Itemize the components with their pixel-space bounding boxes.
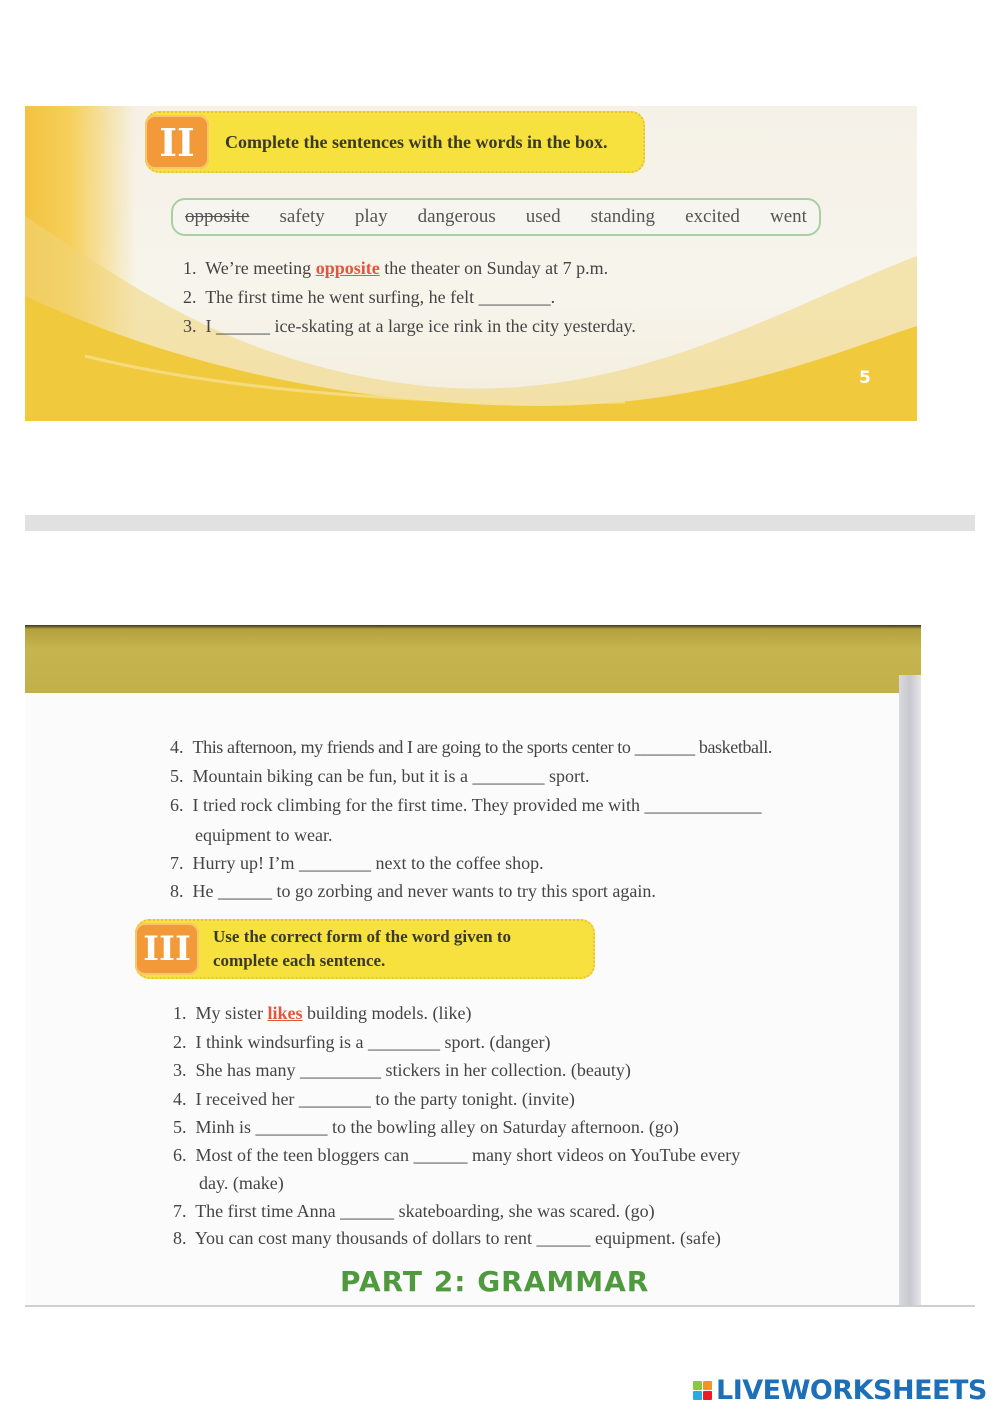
answer-filled: likes bbox=[267, 1003, 303, 1023]
sentence-text[interactable]: The first time Anna ______ skateboarding, she was scared. (go) bbox=[195, 1201, 655, 1221]
liveworksheets-logo[interactable] bbox=[693, 1375, 987, 1406]
exercise-3-sentence-6-cont bbox=[199, 1173, 284, 1194]
page-number: 5 bbox=[859, 368, 871, 388]
sentence-number: 4. bbox=[173, 1089, 187, 1109]
section-2-header bbox=[145, 111, 645, 173]
page-divider bbox=[25, 515, 975, 531]
sentence-text[interactable]: I tried rock climbing for the first time. They provided me with _____________ bbox=[192, 795, 762, 815]
exercise-2-sentence-1 bbox=[183, 258, 608, 279]
logo-square bbox=[693, 1381, 702, 1390]
word-box-item: standing bbox=[590, 206, 656, 227]
sentence-text[interactable]: I ______ ice-skating at a large ice rink in the city yesterday. bbox=[205, 316, 636, 336]
exercise-2-sentence-4 bbox=[170, 737, 772, 758]
decorative-top-band bbox=[25, 625, 921, 693]
sentence-text[interactable]: Mountain biking can be fun, but it is a ________ sport. bbox=[192, 766, 590, 786]
sentence-number: 8. bbox=[173, 1228, 187, 1248]
word-box-item: opposite bbox=[185, 206, 250, 227]
logo-square bbox=[703, 1381, 712, 1390]
book-spine-shadow bbox=[899, 675, 921, 1305]
word-box-item: play bbox=[354, 206, 388, 227]
sentence-number: 6. bbox=[170, 795, 184, 815]
exercise-3-sentence-1 bbox=[173, 1003, 472, 1024]
exercise-3-sentence-2 bbox=[173, 1032, 550, 1053]
sentence-text: We’re meeting bbox=[205, 258, 316, 278]
word-box-item: safety bbox=[279, 206, 325, 227]
exercise-2-sentence-2 bbox=[183, 287, 555, 308]
section-2-roman: II bbox=[145, 115, 209, 169]
sentence-number: 5. bbox=[173, 1117, 187, 1137]
sentence-text[interactable]: This afternoon, my friends and I are going to the sports center to _______ basketball. bbox=[192, 737, 772, 757]
exercise-2-sentence-3 bbox=[183, 316, 636, 337]
exercise-2-sentence-6 bbox=[170, 795, 762, 816]
section-2-title: Complete the sentences with the words in the box. bbox=[225, 131, 608, 152]
logo-text: LIVEWORKSHEETS bbox=[716, 1375, 987, 1406]
word-box-item: excited bbox=[685, 206, 740, 227]
logo-square bbox=[693, 1391, 702, 1400]
logo-square bbox=[703, 1391, 712, 1400]
section-3-header bbox=[135, 919, 595, 979]
sentence-text[interactable]: I received her ________ to the party tonight. (invite) bbox=[195, 1089, 575, 1109]
answer-filled: opposite bbox=[315, 258, 380, 278]
sentence-number: 1. bbox=[173, 1003, 187, 1023]
sentence-text[interactable]: He ______ to go zorbing and never wants to try this sport again. bbox=[192, 881, 656, 901]
sentence-text: day. (make) bbox=[199, 1173, 284, 1193]
section-3-title-line-1: Use the correct form of the word given to bbox=[213, 927, 512, 946]
exercise-2-sentence-8 bbox=[170, 881, 656, 902]
exercise-3-sentence-6 bbox=[173, 1145, 740, 1166]
sentence-text[interactable]: Hurry up! I’m ________ next to the coffee shop. bbox=[192, 853, 544, 873]
sentence-number: 3. bbox=[183, 316, 197, 336]
sentence-text: My sister bbox=[195, 1003, 268, 1023]
part-heading: PART 2: GRAMMAR bbox=[340, 1265, 650, 1298]
sentence-number: 6. bbox=[173, 1145, 187, 1165]
exercise-3-sentence-3 bbox=[173, 1060, 631, 1081]
sentence-number: 7. bbox=[170, 853, 184, 873]
sentence-text: the theater on Sunday at 7 p.m. bbox=[379, 258, 609, 278]
scan-page-exercise-2 bbox=[25, 106, 917, 421]
exercise-2-sentence-5 bbox=[170, 766, 589, 787]
sentence-text[interactable]: She has many _________ stickers in her collection. (beauty) bbox=[195, 1060, 631, 1080]
sentence-text: building models. (like) bbox=[302, 1003, 472, 1023]
section-3-roman: III bbox=[135, 923, 199, 975]
word-box-item: dangerous bbox=[417, 206, 496, 227]
sentence-number: 5. bbox=[170, 766, 184, 786]
logo-grid-icon bbox=[693, 1381, 712, 1400]
word-box bbox=[171, 198, 821, 236]
sentence-number: 2. bbox=[173, 1032, 187, 1052]
word-box-item: used bbox=[525, 206, 561, 227]
scan-page-exercise-3 bbox=[25, 625, 921, 1305]
exercise-3-sentence-7 bbox=[173, 1201, 655, 1222]
sentence-text[interactable]: I think windsurfing is a ________ sport. (danger) bbox=[195, 1032, 551, 1052]
exercise-3-sentence-8 bbox=[173, 1228, 721, 1249]
sentence-text[interactable]: Most of the teen bloggers can ______ many short videos on YouTube every bbox=[195, 1145, 741, 1165]
section-3-title bbox=[213, 925, 511, 973]
exercise-3-sentence-5 bbox=[173, 1117, 679, 1138]
exercise-2-sentence-6-cont bbox=[195, 825, 332, 846]
exercise-3-sentence-4 bbox=[173, 1089, 575, 1110]
sentence-number: 2. bbox=[183, 287, 197, 307]
exercise-2-sentence-7 bbox=[170, 853, 544, 874]
section-3-title-line-2: complete each sentence. bbox=[213, 951, 386, 970]
sentence-number: 4. bbox=[170, 737, 184, 757]
sentence-text[interactable]: The first time he went surfing, he felt ________. bbox=[205, 287, 556, 307]
sentence-text: equipment to wear. bbox=[195, 825, 333, 845]
sentence-number: 1. bbox=[183, 258, 197, 278]
sentence-number: 8. bbox=[170, 881, 184, 901]
sentence-text[interactable]: You can cost many thousands of dollars to rent ______ equipment. (safe) bbox=[194, 1228, 721, 1248]
word-box-item: went bbox=[769, 206, 807, 227]
bottom-rule bbox=[25, 1305, 975, 1307]
sentence-number: 7. bbox=[173, 1201, 187, 1221]
sentence-text[interactable]: Minh is ________ to the bowling alley on Saturday afternoon. (go) bbox=[195, 1117, 679, 1137]
sentence-number: 3. bbox=[173, 1060, 187, 1080]
